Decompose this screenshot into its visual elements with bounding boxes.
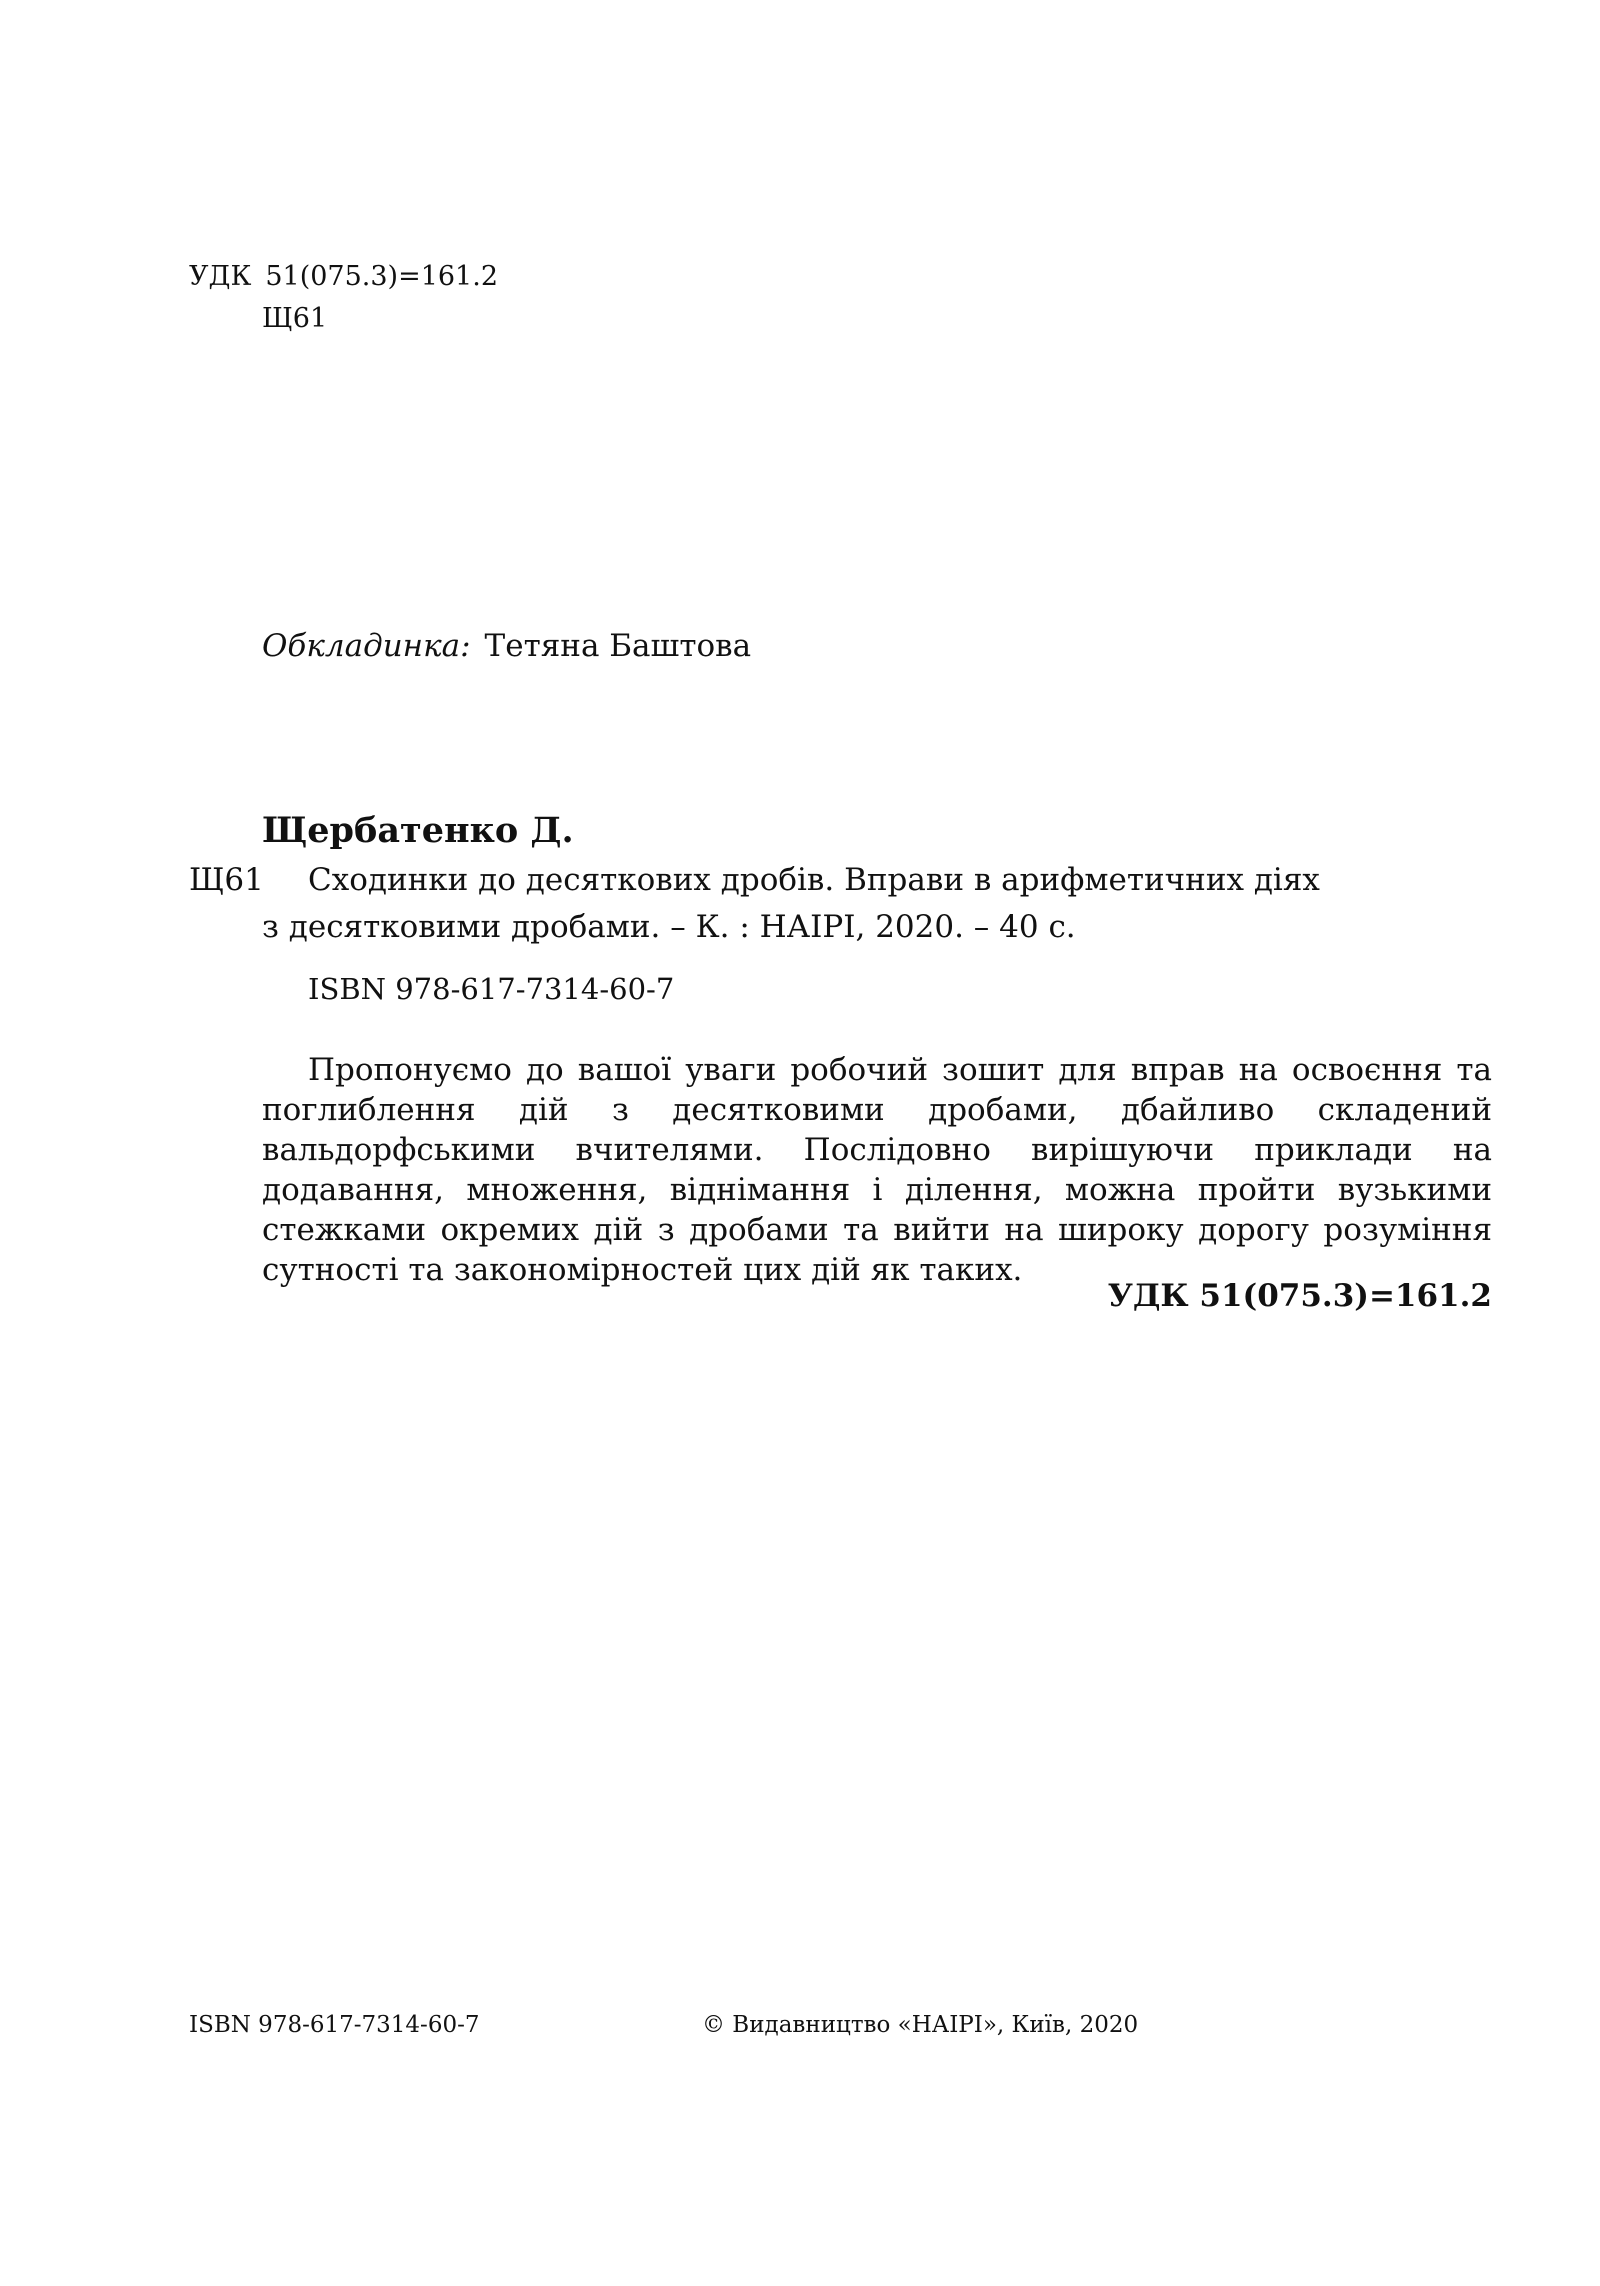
- author-index: Щ61: [189, 862, 264, 898]
- udk-header: [189, 260, 498, 294]
- book-title-line-1: Сходинки до десяткових дробів. Вправи в арифметичних діях: [308, 862, 1320, 898]
- udk-footer: УДК 51(075.3)=161.2: [1107, 1278, 1492, 1314]
- udk-code: 51(075.3)=161.2: [265, 261, 498, 292]
- author-index-header: Щ61: [262, 303, 328, 334]
- abstract-paragraph: Пропонуємо до вашої уваги робочий зошит для вправ на освоєння та поглиблення дій з десятковими дробами, дбайливо складений вальдорфськими вчителями. Послідовно вирішуючи приклади на додавання, множення, віднімання і ділення, можна пройти вузькими стежками окремих дій з дробами та вийти на широку дорогу розуміння сутності та закономірностей цих дій як таких.: [262, 1052, 1492, 1288]
- book-title-line-2: з десятковими дробами. – К. : НАІРІ, 2020. – 40 с.: [262, 909, 1076, 945]
- cover-label: Обкладинка:: [262, 628, 471, 664]
- cover-credit: [262, 626, 751, 666]
- author-name: Щербатенко Д.: [262, 810, 574, 851]
- udk-label: УДК: [189, 261, 252, 292]
- isbn-record: ISBN 978-617-7314-60-7: [308, 972, 675, 1006]
- isbn-footer: ISBN 978-617-7314-60-7: [189, 2012, 480, 2038]
- copyright-notice: © Видавництво «НАІРІ», Київ, 2020: [702, 2012, 1139, 2038]
- cover-artist: Тетяна Баштова: [484, 628, 752, 664]
